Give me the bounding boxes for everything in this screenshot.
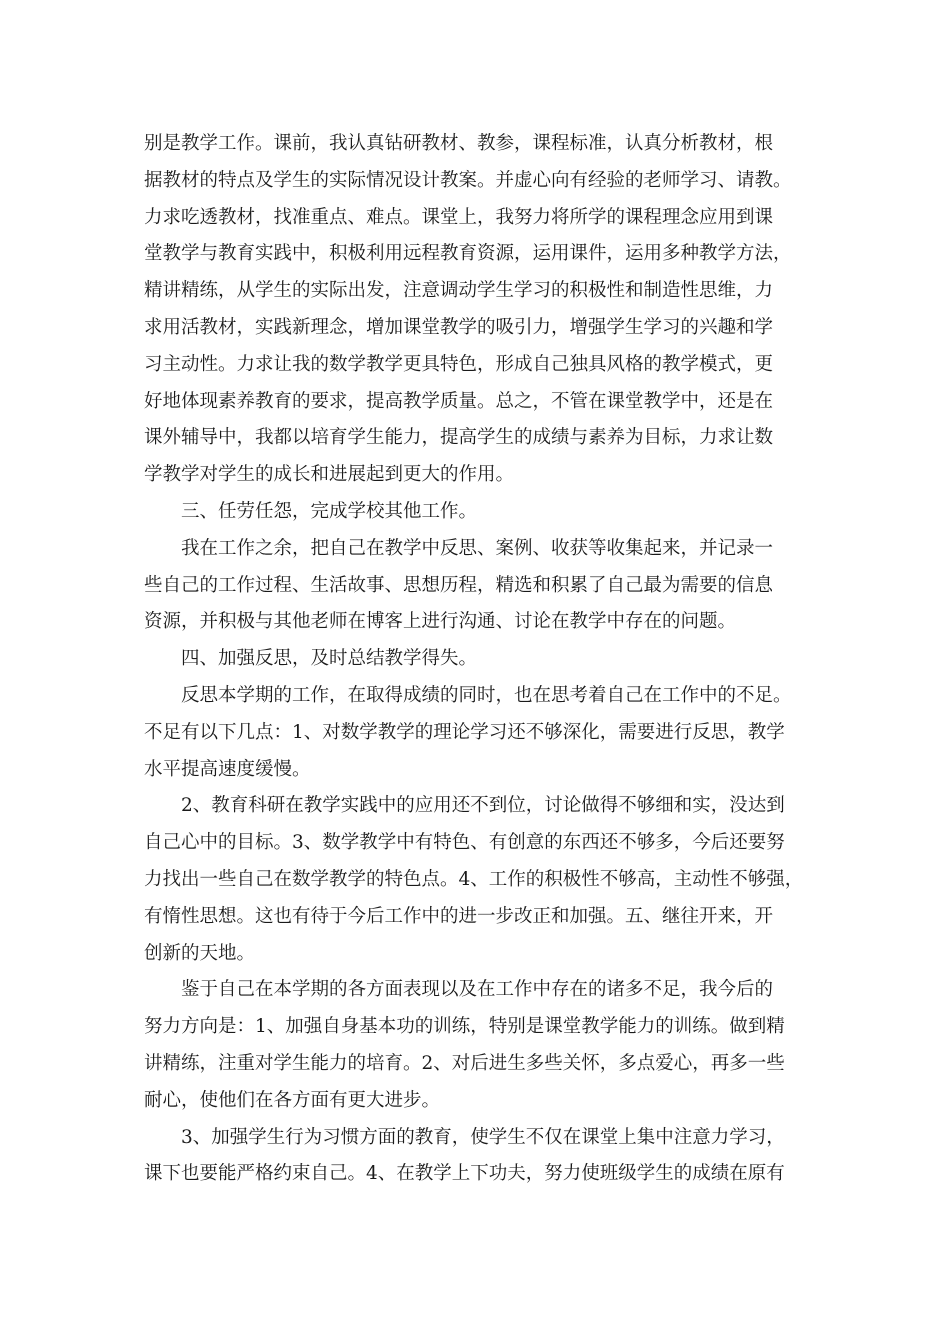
paragraph-shortcomings bbox=[144, 678, 814, 788]
text-line: 有惰性思想。这也有待于今后工作中的进一步改正和加强。五、继往开来，开 bbox=[144, 905, 774, 927]
document-body bbox=[144, 126, 814, 1193]
text-line: 些自己的工作过程、生活故事、思想历程，精选和积累了自己最为需要的信息 bbox=[144, 574, 774, 596]
text-line: 2、教育科研在教学实践中的应用还不到位，讨论做得不够细和实，没达到 bbox=[181, 795, 785, 817]
text-line: 资源，并积极与其他老师在博客上进行沟通、讨论在教学中存在的问题。 bbox=[144, 611, 737, 633]
paragraph-research bbox=[144, 788, 814, 972]
paragraph-habits bbox=[144, 1120, 814, 1194]
text-line: 课外辅导中，我都以培育学生能力，提高学生的成绩与素养为目标，力求让数 bbox=[144, 427, 774, 449]
text-line: 不足有以下几点：1、对数学教学的理论学习还不够深化，需要进行反思，教学 bbox=[144, 721, 785, 743]
text-line: 创新的天地。 bbox=[144, 942, 256, 964]
text-line: 力找出一些自己在数学教学的特色点。4、工作的积极性不够高，主动性不够强， bbox=[144, 868, 804, 890]
paragraph-teaching-work bbox=[144, 126, 814, 494]
text-line: 自己心中的目标。3、数学教学中有特色、有创意的东西还不够多，今后还要努 bbox=[144, 832, 785, 854]
text-line: 别是教学工作。课前，我认真钻研教材、教参，课程标准，认真分析教材，根 bbox=[144, 133, 774, 154]
text-line: 3、加强学生行为习惯方面的教育，使学生不仅在课堂上集中注意力学习， bbox=[181, 1126, 785, 1148]
text-line: 课下也要能严格约束自己。4、在教学上下功夫，努力使班级学生的成绩在原有 bbox=[144, 1163, 785, 1185]
text-line: 鉴于自己在本学期的各方面表现以及在工作中存在的诸多不足，我今后的 bbox=[181, 979, 774, 1001]
text-line: 据教材的特点及学生的实际情况设计教案。并虚心向有经验的老师学习、请教。 bbox=[144, 169, 792, 191]
text-line: 习主动性。力求让我的数学教学更具特色，形成自己独具风格的教学模式，更 bbox=[144, 353, 774, 375]
text-line: 堂教学与教育实践中，积极利用远程教育资源，运用课件，运用多种教学方法， bbox=[144, 243, 792, 265]
text-line: 好地体现素养教育的要求，提高教学质量。总之，不管在课堂教学中，还是在 bbox=[144, 390, 774, 412]
text-line: 努力方向是：1、加强自身基本功的训练，特别是课堂教学能力的训练。做到精 bbox=[144, 1016, 785, 1038]
paragraph-blog-reflection bbox=[144, 531, 814, 641]
heading-line: 四、加强反思，及时总结教学得失。 bbox=[181, 648, 478, 670]
section-heading-4 bbox=[144, 641, 814, 678]
text-line: 讲精练，注重对学生能力的培育。2、对后进生多些关怀，多点爱心，再多一些 bbox=[144, 1052, 785, 1074]
section-heading-3 bbox=[144, 494, 814, 531]
text-line: 我在工作之余，把自己在教学中反思、案例、收获等收集起来，并记录一 bbox=[181, 537, 774, 559]
text-line: 水平提高速度缓慢。 bbox=[144, 758, 311, 780]
text-line: 学教学对学生的成长和进展起到更大的作用。 bbox=[144, 464, 515, 486]
text-line: 精讲精练，从学生的实际出发，注意调动学生学习的积极性和制造性思维，力 bbox=[144, 280, 774, 302]
heading-line: 三、任劳任怨，完成学校其他工作。 bbox=[181, 500, 478, 522]
text-line: 力求吃透教材，找准重点、难点。课堂上，我努力将所学的课程理念应用到课 bbox=[144, 206, 774, 228]
text-line: 耐心，使他们在各方面有更大进步。 bbox=[144, 1089, 441, 1111]
paragraph-future-direction bbox=[144, 972, 814, 1119]
text-line: 求用活教材，实践新理念，增加课堂教学的吸引力，增强学生学习的兴趣和学 bbox=[144, 316, 774, 338]
text-line: 反思本学期的工作，在取得成绩的同时，也在思考着自己在工作中的不足。 bbox=[181, 684, 792, 706]
